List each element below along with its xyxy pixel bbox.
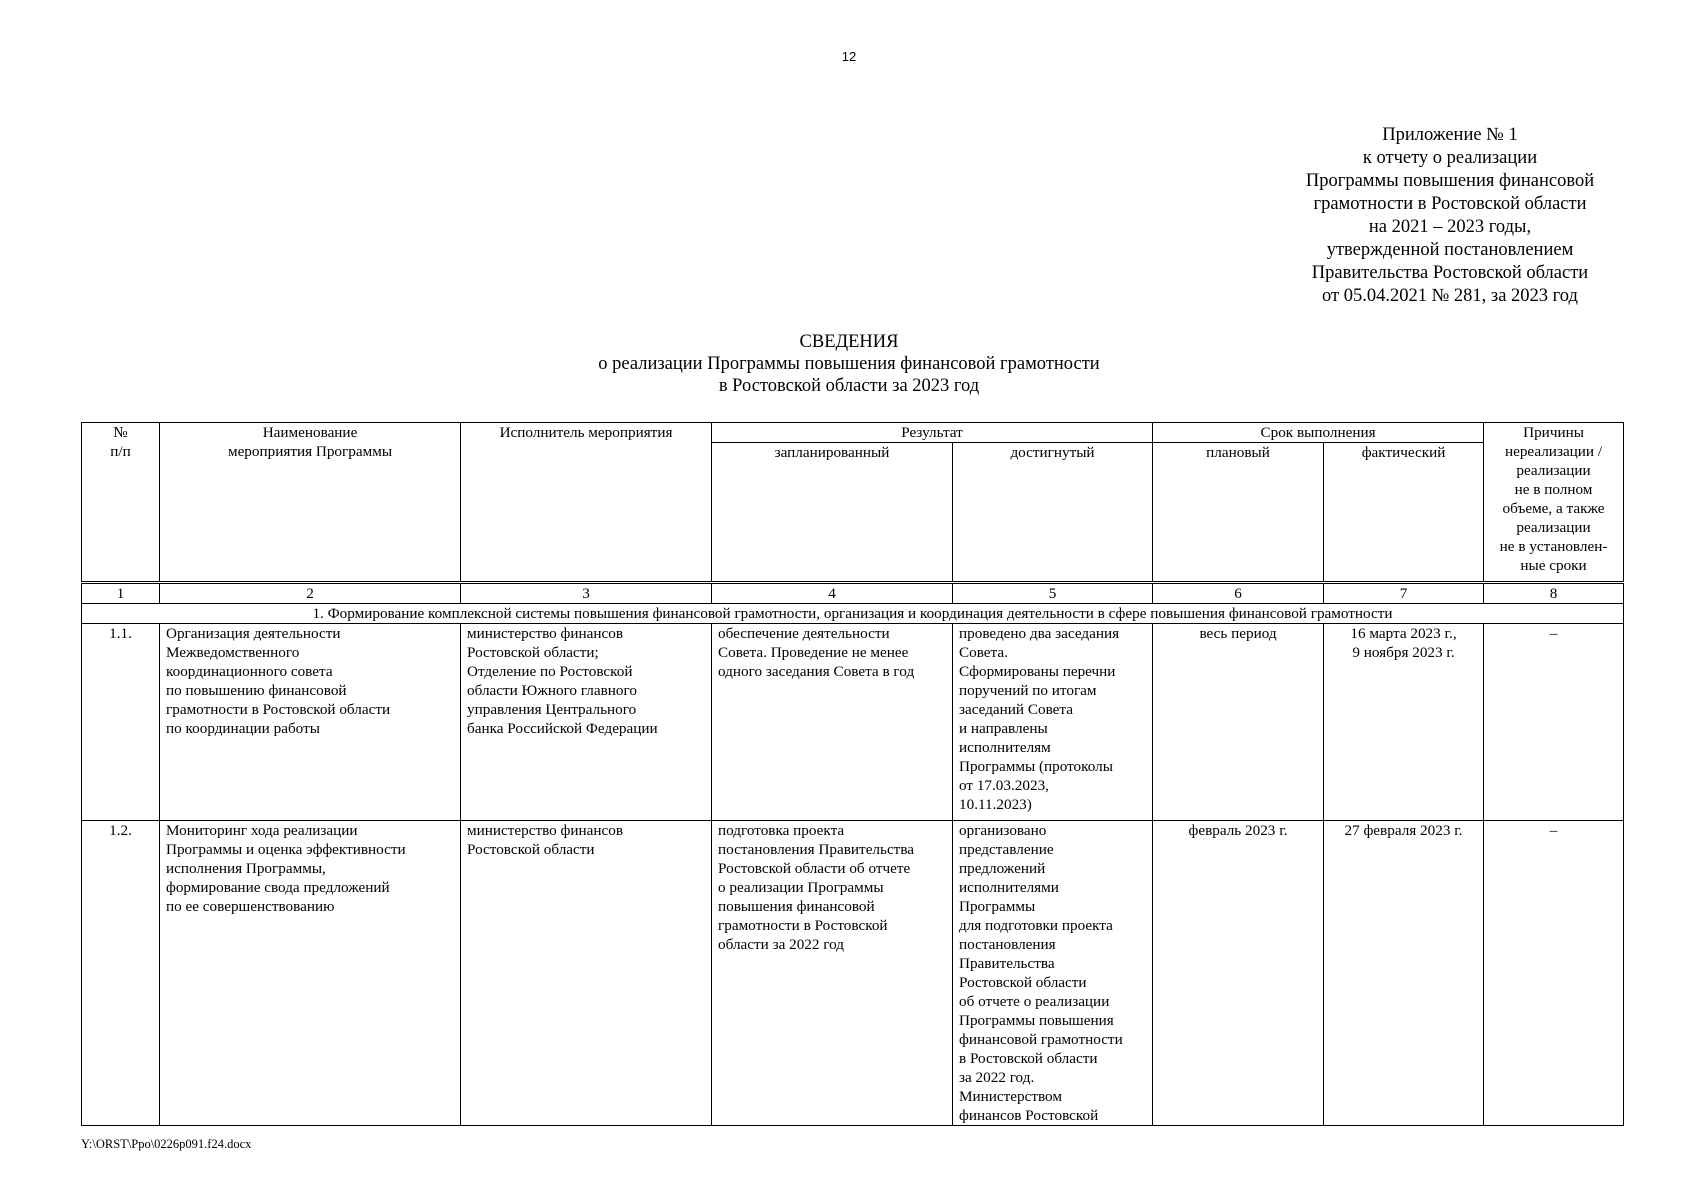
header-result-achieved: достигнутый xyxy=(953,443,1153,583)
row-deadline-planned: весь период xyxy=(1153,624,1324,821)
header-deadline: Срок выполнения xyxy=(1153,423,1484,443)
row-deadline-actual: 27 февраля 2023 г. xyxy=(1324,821,1484,1126)
column-number: 1 xyxy=(82,583,160,604)
row-deadline-planned: февраль 2023 г. xyxy=(1153,821,1324,1126)
row-result-achieved: организовано представление предложений исполнителями Программы для подготовки проекта постановления Правительства Ростовской области об отчете о реализации Программы повышения финансовой грамотности в Ростовской области за 2022 год. Министерством финансов Ростовской xyxy=(953,821,1153,1126)
appendix-line: Правительства Ростовской области xyxy=(1311,263,1589,283)
header-num: № п/п xyxy=(82,423,160,583)
row-num: 1.2. xyxy=(82,821,160,1126)
appendix-line: грамотности в Ростовской области xyxy=(1313,194,1587,214)
header-deadline-planned: плановый xyxy=(1153,443,1324,583)
column-number: 7 xyxy=(1324,583,1484,604)
row-name: Мониторинг хода реализации Программы и оценка эффективности исполнения Программы, формирование свода предложений по ее совершенствованию xyxy=(160,821,461,1126)
row-executor: министерство финансов Ростовской области; Отделение по Ростовской области Южного главного управления Центрального банка Российской Федерации xyxy=(461,624,712,821)
row-reasons: – xyxy=(1484,624,1624,821)
header-result: Результат xyxy=(712,423,1153,443)
file-path: Y:\ORST\Ppo\0226p091.f24.docx xyxy=(81,1137,252,1151)
appendix-line: на 2021 – 2023 годы, xyxy=(1368,217,1532,237)
title-line: о реализации Программы повышения финансовой грамотности xyxy=(598,354,1100,374)
appendix-line: к отчету о реализации xyxy=(1362,148,1538,168)
header-name: Наименование мероприятия Программы xyxy=(160,423,461,583)
appendix-block xyxy=(1270,124,1630,308)
appendix-line: Программы повышения финансовой xyxy=(1305,171,1595,191)
row-result-planned: обеспечение деятельности Совета. Проведение не менее одного заседания Совета в год xyxy=(712,624,953,821)
column-number: 2 xyxy=(160,583,461,604)
header-result-planned: запланированный xyxy=(712,443,953,583)
section-row xyxy=(82,604,1624,624)
row-executor: министерство финансов Ростовской области xyxy=(461,821,712,1126)
row-result-planned: подготовка проекта постановления Правительства Ростовской области об отчете о реализации Программы повышения финансовой грамотности в Ростовской области за 2022 год xyxy=(712,821,953,1126)
appendix-line: утвержденной постановлением xyxy=(1326,240,1574,260)
title-line: в Ростовской области за 2023 год xyxy=(718,376,980,396)
appendix-line: от 05.04.2021 № 281, за 2023 год xyxy=(1322,286,1578,306)
appendix-line: Приложение № 1 xyxy=(1382,125,1518,145)
column-number: 4 xyxy=(712,583,953,604)
column-numbers-row xyxy=(82,583,1624,604)
row-name: Организация деятельности Межведомственного координационного совета по повышению финансовой грамотности в Ростовской области по координации работы xyxy=(160,624,461,821)
document-title xyxy=(0,331,1698,397)
row-deadline-actual: 16 марта 2023 г., 9 ноября 2023 г. xyxy=(1324,624,1484,821)
row-reasons: – xyxy=(1484,821,1624,1126)
header-executor: Исполнитель мероприятия xyxy=(461,423,712,583)
column-number: 3 xyxy=(461,583,712,604)
table-row xyxy=(82,624,1624,821)
column-number: 5 xyxy=(953,583,1153,604)
page-number: 12 xyxy=(841,49,857,64)
row-num: 1.1. xyxy=(82,624,160,821)
header-deadline-actual: фактический xyxy=(1324,443,1484,583)
section-title: 1. Формирование комплексной системы повышения финансовой грамотности, организация и координация деятельности в сфере повышения финансовой грамотности xyxy=(82,604,1624,624)
table-row xyxy=(82,821,1624,1126)
column-number: 8 xyxy=(1484,583,1624,604)
row-result-achieved: проведено два заседания Совета. Сформированы перечни поручений по итогам заседаний Совета и направлены исполнителям Программы (протоколы от 17.03.2023, 10.11.2023) xyxy=(953,624,1153,821)
column-number: 6 xyxy=(1153,583,1324,604)
header-row xyxy=(82,423,1624,443)
title-heading: СВЕДЕНИЯ xyxy=(799,332,899,352)
header-reasons: Причины нереализации / реализации не в полном объеме, а также реализации не в установлен- ные сроки xyxy=(1484,423,1624,583)
report-table xyxy=(81,422,1624,1126)
